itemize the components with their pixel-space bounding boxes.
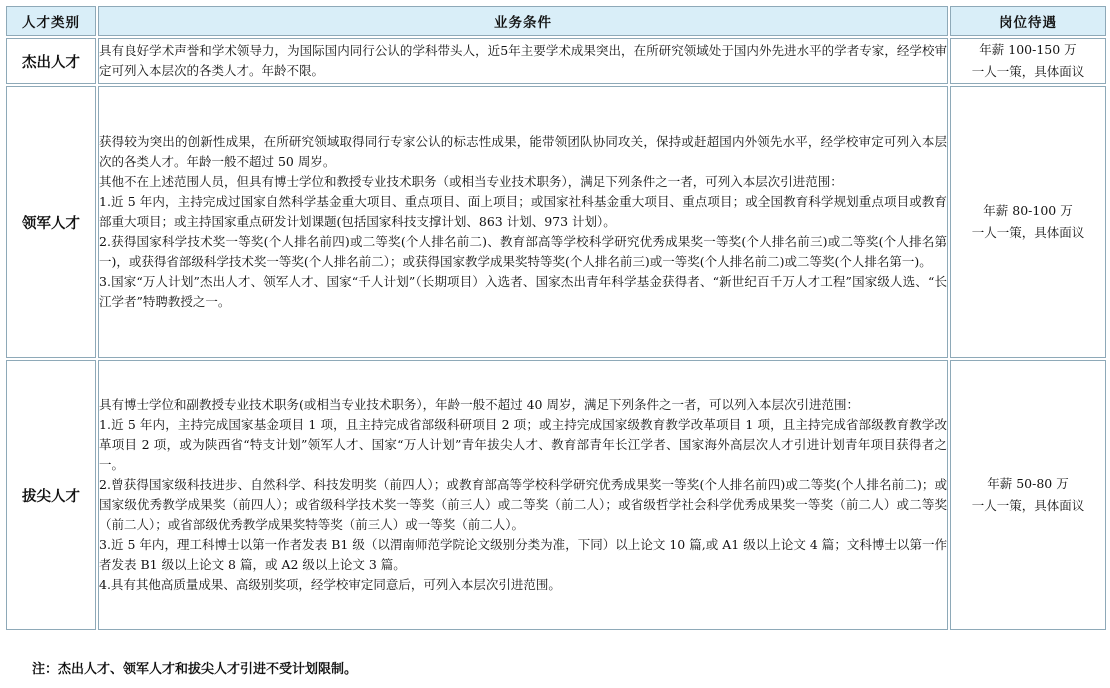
treatment-cell bbox=[950, 360, 1106, 630]
salary-text: 年薪 100-150 万 bbox=[979, 42, 1077, 57]
salary-text: 年薪 80-100 万 bbox=[983, 203, 1073, 218]
condition-text: 4.具有其他高质量成果、高级别奖项，经学校审定同意后，可列入本层次引进范围。 bbox=[99, 577, 561, 592]
condition-text: 1.近 5 年内，主持完成国家基金项目 1 项，且主持完成省部级科研项目 2 项；或主持完成国家级教育教学改革项目 1 项，且主持完成省部级教育教学改革项目 2 项，或为陕西省“特支计划”领军人才、国家“万人计划”青年拔尖人才、教育部青年长江学者、国家海外高层次人才引进计划青年项目获得者之一。 bbox=[99, 417, 947, 472]
condition-text: 具有良好学术声誉和学术领导力，为国际国内同行公认的学科带头人，近5年主要学术成果突出，在所研究领域处于国内外先进水平的学者专家，经学校审定可列入本层次的各类人才。年龄不限。 bbox=[99, 43, 947, 78]
document-page bbox=[4, 4, 1106, 632]
condition-text: 3.国家“万人计划”杰出人才、领军人才、国家“千人计划”（长期项目）入选者、国家杰出青年科学基金获得者、“新世纪百千万人才工程”国家级人选、“长江学者”特聘教授之一。 bbox=[99, 274, 947, 309]
table-row-outstanding bbox=[6, 38, 1106, 84]
category-cell: 领军人才 bbox=[6, 86, 96, 358]
conditions-cell bbox=[98, 38, 948, 84]
treatment-cell bbox=[950, 86, 1106, 358]
footnote: 注：杰出人才、领军人才和拔尖人才引进不受计划限制。 bbox=[32, 662, 358, 677]
conditions-cell bbox=[98, 86, 948, 358]
header-category: 人才类别 bbox=[6, 6, 96, 36]
table-row-leading bbox=[6, 86, 1106, 358]
policy-text: 一人一策，具体面议 bbox=[971, 498, 1085, 513]
header-treatment: 岗位待遇 bbox=[950, 6, 1106, 36]
table-row-top-notch bbox=[6, 360, 1106, 630]
table-header-row bbox=[6, 6, 1106, 36]
condition-text: 2.曾获得国家级科技进步、自然科学、科技发明奖（前四人）；或教育部高等学校科学研究优秀成果奖一等奖(个人排名前四)或二等奖(个人排名前二)；或国家级优秀教学成果奖（前四人）；或省级科学技术奖一等奖（前三人）或二等奖（前二人）；或省级哲学社会科学优秀成果奖一等奖（前二人）或二等奖（前二人）；或省部级优秀教学成果奖特等奖（前三人）或一等奖（前二人）。 bbox=[99, 477, 947, 532]
category-cell: 杰出人才 bbox=[6, 38, 96, 84]
condition-text: 获得较为突出的创新性成果，在所研究领域取得同行专家公认的标志性成果，能带领团队协同攻关，保持或赶超国内外领先水平，经学校审定可列入本层次的各类人才。年龄一般不超过 50 周岁。 bbox=[99, 134, 947, 169]
condition-text: 具有博士学位和副教授专业技术职务(或相当专业技术职务），年龄一般不超过 40 周岁，满足下列条件之一者，可以列入本层次引进范围： bbox=[99, 397, 859, 412]
condition-text: 1.近 5 年内，主持完成过国家自然科学基金重大项目、重点项目、面上项目；或国家社科基金重大项目、重点项目；或全国教育科学规划重点项目或教育部重大项目；或主持国家重点研发计划课题(包括国家科技支撑计划、863 计划、973 计划）。 bbox=[99, 194, 947, 229]
treatment-cell bbox=[950, 38, 1106, 84]
condition-text: 3.近 5 年内，理工科博士以第一作者发表 B1 级（以渭南师范学院论文级别分类为准，下同）以上论文 10 篇,或 A1 级以上论文 4 篇；文科博士以第一作者发表 B1 级以上论文 8 篇，或 A2 级以上论文 3 篇。 bbox=[99, 537, 947, 572]
policy-text: 一人一策，具体面议 bbox=[971, 64, 1085, 79]
condition-text: 其他不在上述范围人员，但具有博士学位和教授专业技术职务（或相当专业技术职务），满足下列条件之一者，可列入本层次引进范围： bbox=[99, 174, 843, 189]
conditions-cell bbox=[98, 360, 948, 630]
condition-text: 2.获得国家科学技术奖一等奖(个人排名前四)或二等奖(个人排名前二)、教育部高等学校科学研究优秀成果奖一等奖(个人排名前三)或二等奖(个人排名第一)，或获得省部级科学技术奖一等奖(个人排名前二）；或获得国家教学成果奖特等奖(个人排名前三)或一等奖(个人排名前二)或二等奖(个人排名第一)。 bbox=[99, 234, 947, 269]
salary-text: 年薪 50-80 万 bbox=[987, 476, 1069, 491]
talent-requirements-table bbox=[4, 4, 1108, 632]
category-cell: 拔尖人才 bbox=[6, 360, 96, 630]
policy-text: 一人一策，具体面议 bbox=[971, 225, 1085, 240]
header-conditions: 业务条件 bbox=[98, 6, 948, 36]
